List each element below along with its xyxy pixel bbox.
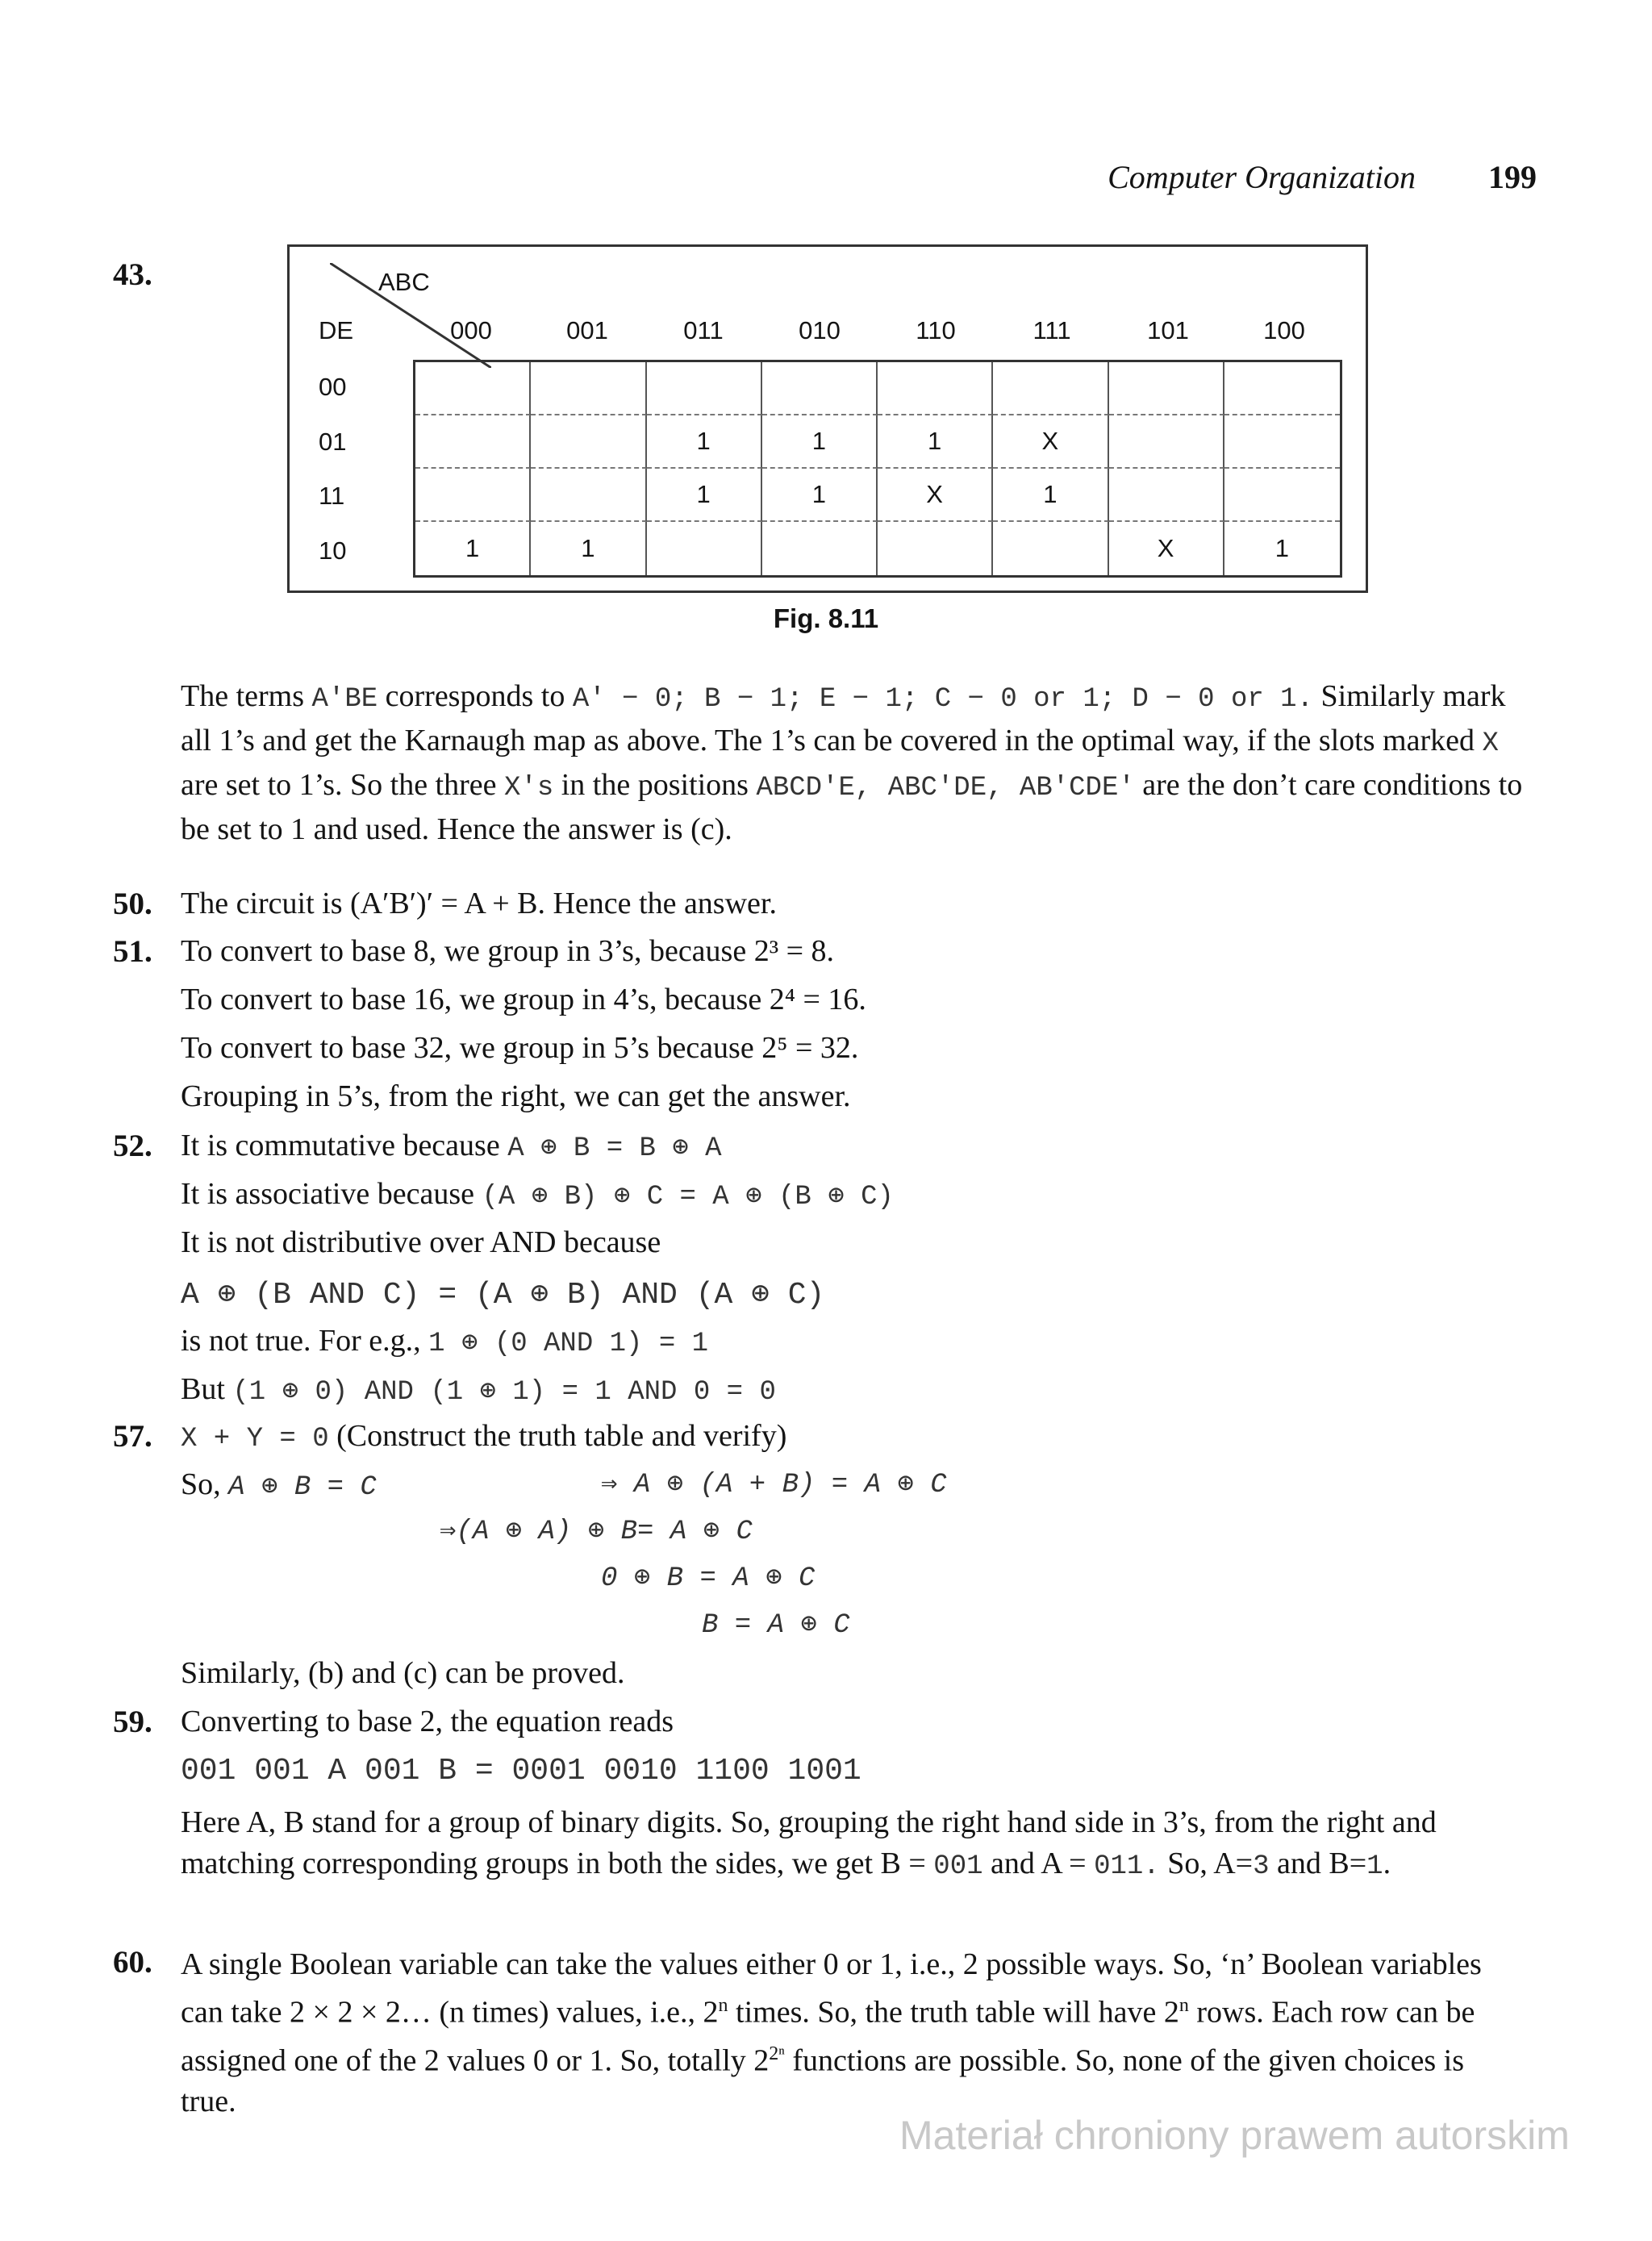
q52-equation: A ⊕ (B AND C) = (A ⊕ B) AND (A ⊕ C) [181,1278,825,1312]
question-number-59: 59. [113,1705,152,1739]
kmap-cell: 1 [878,415,993,469]
kmap-column-variable: ABC [378,268,430,296]
q57-line-2: So, A ⊕ B = C [181,1467,377,1503]
kmap-cell [531,469,646,522]
q51-line: To convert to base 8, we group in 3’s, because 2³ = 8. [181,934,835,968]
q52-line-distributive: It is not distributive over AND because [181,1225,661,1259]
term-values: A′ − 0; B − 1; E − 1; C − 0 or 1; D − 0 or 1. [572,684,1313,715]
kmap-cell [531,415,646,469]
kmap-cell [1224,415,1340,469]
kmap-cell: 1 [647,469,762,522]
q60-explanation: A single Boolean variable can take the values either 0 or 1, i.e., 2 possible ways. So, ‘n’ Boolean variables can take 2 × 2 × 2… (n times) values, i.e., 2$^n$ times. So, the truth table will have 2$^n$ rows. Each row can be assigned one of the 2 values 0 or 1. So, totally $2^{2^n}$ functions are possible. So, none of the given choices is true. [181,1947,1482,2119]
q59-line-1: Converting to base 2, the equation reads [181,1705,674,1738]
kmap-column-header: 101 [1147,316,1189,344]
question-number-43: 43. [113,257,152,292]
kmap-grid [413,360,1342,578]
term: X′s [504,773,554,803]
q51-line: To convert to base 32, we group in 5’s because 2⁵ = 32. [181,1031,859,1065]
kmap-cell [993,522,1108,575]
kmap-cell [415,415,531,469]
q57-step-4: B = A ⊕ C [702,1610,850,1641]
question-number-50: 50. [113,887,152,921]
kmap-column-header: 110 [916,316,956,344]
text-span: Similarly mark all 1’s and get the Karnaugh map as above. The 1’s can be covered in the optimal way, if the slots marked [181,679,1506,757]
kmap-cell: 1 [762,415,878,469]
kmap-column-header: 010 [799,316,841,344]
kmap-cell [1109,362,1224,415]
text-span: The terms [181,679,312,713]
kmap-row-header: 10 [319,536,347,565]
page-header [952,158,1537,203]
kmap-column-header: 011 [683,316,724,344]
question-number-57: 57. [113,1419,152,1454]
q59-explanation: Here A, B stand for a group of binary digits. So, grouping the right hand side in 3’s, from the right and matching corresponding groups in both the sides, we get B = 001 and A = 011. So, A=3 and B=1. [181,1805,1437,1882]
kmap-cell: X [878,469,993,522]
figure-caption: Fig. 8.11 [773,603,879,633]
kmap-cell: 1 [762,469,878,522]
kmap-cell: 1 [531,522,646,575]
kmap-column-header: 100 [1263,316,1305,344]
dont-care-positions: ABCD′E, ABC′DE, AB′CDE′ [756,773,1135,803]
kmap-cell: X [1109,522,1224,575]
kmap-column-header: 000 [450,316,492,344]
kmap-cell [647,362,762,415]
kmap-column-header: 111 [1032,316,1071,344]
term: X [1482,728,1499,759]
question-number-51: 51. [113,934,152,969]
kmap-cell [1109,469,1224,522]
q52-line-commutative: It is commutative because A ⊕ B = B ⊕ A [181,1129,722,1164]
kmap-cell [762,522,878,575]
page-number: 199 [1488,159,1537,195]
kmap-cell [993,362,1108,415]
running-title: Computer Organization [1108,159,1416,195]
kmap-row-header: 11 [319,482,345,510]
q43-explanation [181,676,1523,850]
kmap-cell [878,362,993,415]
text-span: are the don’t care conditions to be set to 1 and used. Hence the answer is (c). [181,768,1523,846]
q50-text: The circuit is (A′B′)′ = A + B. Hence the answer. [181,887,777,920]
q51-line: Grouping in 5’s, from the right, we can get the answer. [181,1079,851,1113]
term: A′BE [311,684,378,715]
question-number-52: 52. [113,1129,152,1163]
q57-conclusion: Similarly, (b) and (c) can be proved. [181,1656,625,1690]
kmap-column-header: 001 [566,316,608,344]
kmap-cell [1109,415,1224,469]
kmap-cell: 1 [993,469,1108,522]
kmap-cell [1224,469,1340,522]
kmap-cell [647,522,762,575]
kmap-cell: 1 [647,415,762,469]
q52-line-example: is not true. For e.g., 1 ⊕ (0 AND 1) = 1 [181,1324,709,1359]
kmap-cell [878,522,993,575]
kmap-cell [415,362,531,415]
q57-line-1: X + Y = 0 (Construct the truth table and verify) [181,1419,787,1454]
text-span: in the positions [553,768,757,802]
kmap-row-header: 01 [319,427,347,456]
q52-line-counter: But (1 ⊕ 0) AND (1 ⊕ 1) = 1 AND 0 = 0 [181,1372,776,1408]
q57-step-2: ⇒(A ⊕ A) ⊕ B= A ⊕ C [440,1517,753,1547]
q59-equation: 001 001 A 001 B = 0001 0010 1100 1001 [181,1754,861,1788]
question-number-60: 60. [113,1945,152,1980]
q57-step-3: 0 ⊕ B = A ⊕ C [601,1563,816,1594]
kmap-cell: 1 [415,522,531,575]
q51-line: To convert to base 16, we group in 4’s, because 2⁴ = 16. [181,983,866,1016]
q57-step-1: ⇒ A ⊕ (A + B) = A ⊕ C [601,1470,947,1500]
text-span: corresponds to [378,679,573,713]
kmap-row-header: 00 [319,373,347,401]
kmap-cell [531,362,646,415]
kmap-cell [1224,362,1340,415]
q52-line-associative: It is associative because (A ⊕ B) ⊕ C = A ⊕ (B ⊕ C) [181,1177,894,1212]
kmap-cell: X [993,415,1108,469]
kmap-row-variable: DE [319,316,354,344]
kmap-cell: 1 [1274,534,1289,562]
text-span: are set to 1’s. So the three [181,768,505,802]
kmap-cell [415,469,531,522]
kmap-cell [762,362,878,415]
karnaugh-map [287,244,1368,593]
copyright-watermark: Materiał chroniony prawem autorskim [899,2113,1570,2158]
